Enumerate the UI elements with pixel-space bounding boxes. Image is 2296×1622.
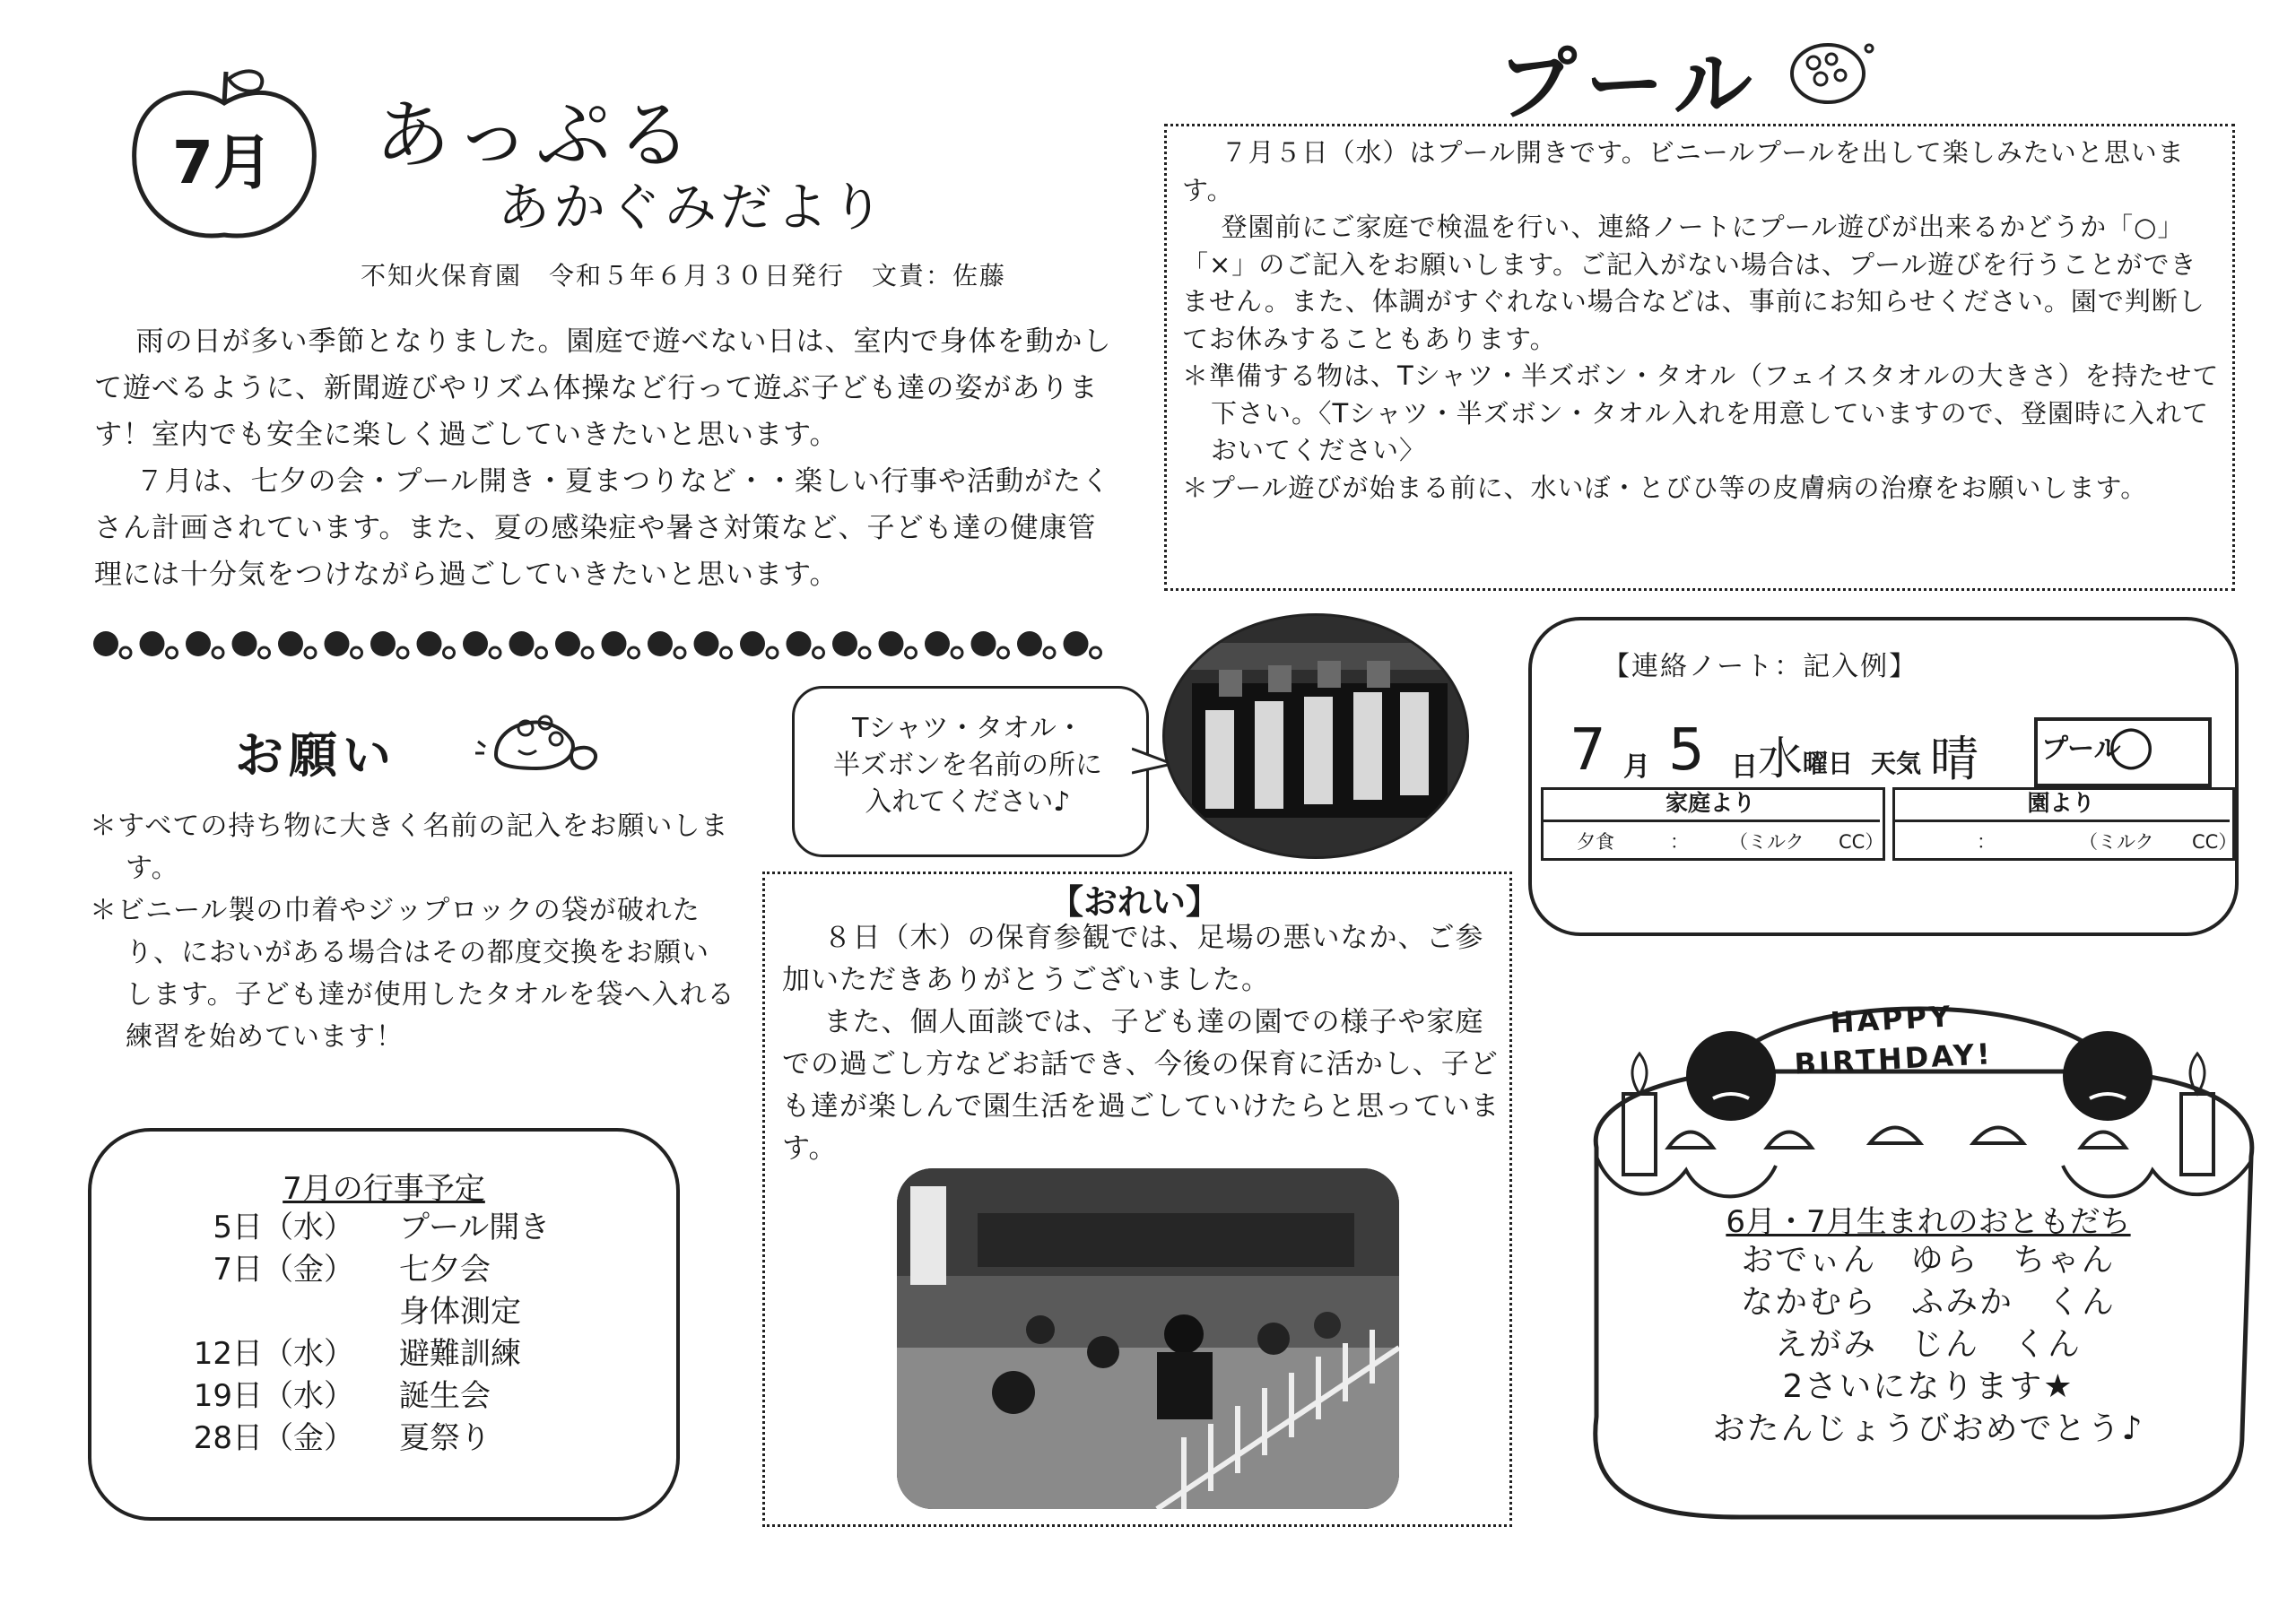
divider-dot: [998, 647, 1009, 658]
schedule-event: 七夕会: [399, 1252, 491, 1288]
birthday-line: えがみ じん くん: [1774, 1326, 2082, 1363]
divider-dot: [93, 631, 118, 656]
thanks-title: 【おれい】: [1048, 882, 1220, 922]
intro-paragraph: 雨の日が多い季節となりました。園庭で遊べない日は、室内で身体を動かして遊べるように、新聞遊びやリズム体操など行って遊ぶ子ども達の姿があります！室内でも安全に楽しく過ごしていきたいと思います。: [94, 325, 1112, 451]
happy-birthday-text: [1779, 994, 2006, 1085]
bubble-line: 入れてください♪: [865, 786, 1071, 818]
bubble-text: [801, 710, 1135, 820]
divider-dot: [555, 631, 580, 656]
divider-dot: [740, 631, 765, 656]
divider-dot: [120, 647, 131, 658]
pool-paragraph: 登園前にご家庭で検温を行い、連絡ノートにプール遊びが出来るかどうか「○」「×」のご記入をお願いします。ご記入がない場合は、プール遊びを行うことができません。また、体調がすぐれない場合などは、事前にお知らせください。園で判断してお休みすることもあります。: [1182, 212, 2205, 354]
schedule-row: [179, 1291, 610, 1333]
note-month: 7: [1570, 717, 1606, 784]
divider-dot: [906, 647, 917, 658]
divider-dot: [648, 631, 673, 656]
divider-dot: [352, 647, 362, 658]
towel-bags-photo: [1162, 613, 1469, 859]
divider-dot: [879, 631, 904, 656]
thanks-paragraph: ８日（木）の保育参観では、足場の悪いなか、ご参加いただきありがとうございました。: [782, 922, 1484, 996]
divider-dot: [813, 647, 824, 658]
beach-ball-icon: [1785, 38, 1874, 109]
divider-dot: [1091, 647, 1101, 658]
schedule-date: 5日（水）: [213, 1210, 354, 1245]
bubble-line: 半ズボンを名前の所に: [833, 750, 1102, 781]
request-item: ＊ビニール製の巾着やジップロックの袋が破れたり、においがある場合はその都度交換をお願いします。子ども達が使用したタオルを袋へ入れる練習を始めています！: [90, 895, 735, 1053]
note-milk: （ミルク: [2079, 831, 2154, 853]
divider-dot: [278, 631, 303, 656]
divider-dot: [509, 631, 535, 656]
note-cc: CC）: [2192, 831, 2238, 853]
request-item: ＊すべての持ち物に大きく名前の記入をお願いします。: [90, 811, 729, 884]
bubble-line: Tシャツ・タオル・: [852, 713, 1083, 744]
divider-dot: [694, 631, 719, 656]
note-weather: 晴: [1930, 731, 1979, 787]
divider-dot: [397, 647, 408, 658]
note-month-unit: 月: [1623, 751, 1650, 783]
divider-dot: [721, 647, 732, 658]
schedule-row: [179, 1418, 610, 1460]
schedule-event: プール開き: [399, 1210, 551, 1245]
divider-dot: [140, 631, 165, 656]
divider-dot: [674, 647, 685, 658]
schedule-date: 7日（金）: [213, 1252, 354, 1288]
birthday-list: [1614, 1239, 2242, 1450]
divider-dot: [370, 631, 396, 656]
request-heading: お願い: [235, 727, 396, 784]
schedule-row: [179, 1375, 610, 1418]
divider-dot: [952, 647, 962, 658]
divider-dot: [305, 647, 316, 658]
note-colon: ：: [1977, 831, 1996, 853]
note-milk: （ミルク: [1729, 831, 1805, 853]
schedule-date: [179, 1291, 399, 1333]
schedule-title: 7月の行事予定: [283, 1171, 485, 1207]
note-pool-mark: ○: [2108, 714, 2155, 776]
newsletter-subtitle: あかぐみだより: [498, 177, 888, 238]
month-label: 7月: [172, 128, 273, 197]
note-home-meal: 夕食: [1577, 831, 1614, 853]
divider-dot: [859, 647, 870, 658]
divider-dot: [602, 631, 627, 656]
schedule-event: 誕生会: [399, 1378, 491, 1414]
schedule-date: 19日（水）: [193, 1378, 354, 1414]
schedule-event: 身体測定: [399, 1294, 521, 1330]
divider-dot: [1017, 631, 1042, 656]
note-weather-label: 天気: [1871, 749, 1922, 778]
divider-dot: [1044, 647, 1055, 658]
divider-dot: [213, 647, 223, 658]
note-weekday-unit: 曜日: [1803, 749, 1854, 778]
divider-dot: [463, 631, 488, 656]
intro-paragraph: ７月は、七夕の会・プール開き・夏まつりなど・・楽しい行事や活動がたくさん計画されています。また、夏の感染症や暑さ対策など、子ども達の健康管理には十分気をつけながら過ごしていきたいと思います。: [94, 465, 1110, 591]
schedule-list: [179, 1207, 610, 1460]
pool-text: [1182, 134, 2222, 507]
schedule-date: 28日（金）: [193, 1420, 354, 1456]
divider-dot: [971, 631, 996, 656]
birthday-line: 2さいになります★: [1782, 1368, 2074, 1405]
schedule-event: 避難訓練: [399, 1336, 521, 1372]
classroom-photo: [897, 1168, 1399, 1509]
schedule-date: 12日（水）: [193, 1336, 354, 1372]
newsletter-title: あっぷる: [375, 91, 698, 179]
divider-dot: [767, 647, 778, 658]
birthday-line: なかむら ふみか くん: [1740, 1284, 2116, 1321]
note-day-unit: 日: [1731, 751, 1758, 783]
thanks-text: [782, 917, 1500, 1170]
divider-dot: [186, 631, 211, 656]
note-weekday: 水: [1758, 733, 1803, 785]
note-day: 5: [1668, 717, 1705, 784]
pool-item: ＊準備する物は、Tシャツ・半ズボン・タオル（フェイスタオルの大きさ）を持たせて下さい。〈Tシャツ・半ズボン・タオル入れを用意していますので、登園時に入れておいてください〉: [1182, 360, 2220, 465]
happy-word: HAPPY: [1829, 999, 1954, 1040]
note-home-header: 家庭より: [1541, 787, 1880, 822]
birthday-line: おたんじょうびおめでとう♪: [1712, 1410, 2144, 1447]
turtle-icon: [456, 701, 608, 782]
divider-dot: [536, 647, 547, 658]
schedule-event: 夏祭り: [399, 1420, 491, 1456]
contact-note-table: [1537, 787, 2238, 864]
schedule-row: [179, 1249, 610, 1291]
note-pool-label: プール: [2041, 733, 2121, 765]
intro-text: [94, 318, 1112, 598]
divider-dot: [925, 631, 950, 656]
divider-dot: [444, 647, 455, 658]
pool-paragraph: ７月５日（水）はプール開きです。ビニールプールを出して楽しみたいと思います。: [1182, 137, 2185, 205]
divider-dot: [582, 647, 593, 658]
birthday-line: おでぃん ゆら ちゃん: [1741, 1242, 2116, 1279]
divider-dot: [259, 647, 270, 658]
contact-note-date-row: [1543, 714, 2233, 789]
birthday-word: BIRTHDAY!: [1793, 1037, 1994, 1081]
divider-dot: [629, 647, 639, 658]
schedule-row: [179, 1207, 610, 1249]
issuer-line: 不知火保育園 令和５年６月３０日発行 文責：佐藤: [361, 261, 1007, 291]
divider-dot: [417, 631, 442, 656]
note-cc: CC）: [1839, 831, 1884, 853]
dot-divider: [90, 628, 1121, 664]
divider-dot: [167, 647, 178, 658]
divider-dot: [232, 631, 257, 656]
birthday-title: 6月・7月生まれのおともだち: [1726, 1204, 2131, 1240]
note-colon: ：: [1670, 831, 1689, 853]
note-school-header: 園より: [1892, 787, 2230, 822]
request-list: [90, 805, 735, 1058]
divider-dot: [787, 631, 812, 656]
thanks-paragraph: また、個人面談では、子ども達の園での様子や家庭での過ごし方などお話でき、今後の保育に活かし、子ども達が楽しんで園生活を過ごしていけたらと思っています。: [782, 1006, 1500, 1165]
schedule-row: [179, 1333, 610, 1375]
divider-dot: [490, 647, 500, 658]
divider-dot: [325, 631, 350, 656]
divider-dot: [1064, 631, 1089, 656]
pool-title: プール: [1498, 39, 1763, 131]
divider-dot: [832, 631, 857, 656]
contact-note-label: 【連絡ノート：記入例】: [1603, 651, 1918, 682]
pool-item: ＊プール遊びが始まる前に、水いぼ・とびひ等の皮膚病の治療をお願いします。: [1182, 472, 2148, 503]
